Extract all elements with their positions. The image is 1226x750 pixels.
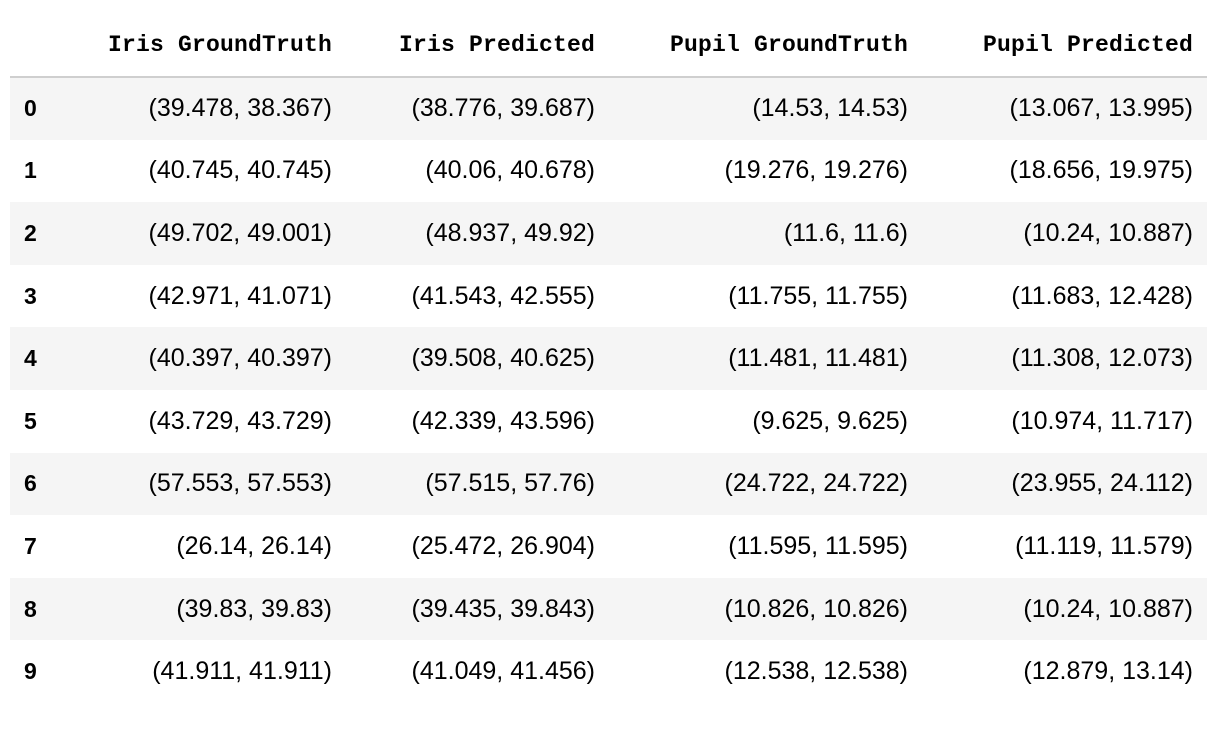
row-index: 8 — [24, 595, 37, 622]
row-index: 6 — [24, 470, 37, 497]
row-index: 2 — [24, 219, 37, 246]
header-row — [10, 14, 1207, 77]
cell-pupil-predicted: (13.067, 13.995) — [1009, 94, 1193, 123]
cell-pupil-predicted: (12.879, 13.14) — [1023, 657, 1193, 686]
row-index: 3 — [24, 282, 37, 309]
table-row — [10, 453, 1207, 516]
table-header — [10, 14, 1207, 77]
dataframe-output — [10, 14, 1207, 703]
table-row — [10, 578, 1207, 641]
cell-pupil-groundtruth: (9.625, 9.625) — [752, 406, 908, 435]
cell-pupil-groundtruth: (24.722, 24.722) — [724, 469, 908, 498]
cell-iris-predicted: (42.339, 43.596) — [411, 406, 595, 435]
cell-pupil-groundtruth: (10.826, 10.826) — [724, 594, 908, 623]
cell-iris-predicted: (40.06, 40.678) — [425, 156, 595, 185]
cell-iris-predicted: (38.776, 39.687) — [411, 94, 595, 123]
cell-iris-predicted: (41.543, 42.555) — [411, 281, 595, 310]
cell-pupil-predicted: (10.24, 10.887) — [1023, 594, 1193, 623]
row-index: 9 — [24, 658, 37, 685]
cell-iris-groundtruth: (42.971, 41.071) — [148, 281, 332, 310]
cell-pupil-predicted: (18.656, 19.975) — [1009, 156, 1193, 185]
cell-pupil-groundtruth: (11.6, 11.6) — [783, 218, 908, 247]
cell-pupil-groundtruth: (11.481, 11.481) — [728, 344, 908, 373]
cell-pupil-predicted: (11.683, 12.428) — [1011, 281, 1193, 310]
cell-pupil-groundtruth: (11.595, 11.595) — [728, 531, 908, 560]
index-header — [10, 14, 67, 77]
row-index: 1 — [24, 157, 37, 184]
cell-pupil-predicted: (10.24, 10.887) — [1023, 218, 1193, 247]
cell-pupil-predicted: (23.955, 24.112) — [1011, 469, 1193, 498]
cell-iris-groundtruth: (41.911, 41.911) — [152, 657, 332, 686]
cell-iris-predicted: (39.435, 39.843) — [411, 594, 595, 623]
cell-pupil-groundtruth: (19.276, 19.276) — [724, 156, 908, 185]
table-row — [10, 265, 1207, 328]
table-row — [10, 140, 1207, 203]
column-header-pupil-predicted: Pupil Predicted — [922, 14, 1207, 77]
cell-iris-groundtruth: (57.553, 57.553) — [148, 469, 332, 498]
row-index: 7 — [24, 532, 37, 559]
cell-iris-predicted: (48.937, 49.92) — [425, 218, 595, 247]
table-row — [10, 77, 1207, 140]
row-index: 5 — [24, 407, 37, 434]
table-body — [10, 77, 1207, 703]
cell-iris-groundtruth: (43.729, 43.729) — [148, 406, 332, 435]
row-index: 4 — [24, 345, 37, 372]
table-row — [10, 515, 1207, 578]
cell-iris-groundtruth: (39.83, 39.83) — [176, 594, 332, 623]
cell-pupil-groundtruth: (11.755, 11.755) — [728, 281, 908, 310]
cell-iris-groundtruth: (39.478, 38.367) — [148, 94, 332, 123]
cell-iris-groundtruth: (40.745, 40.745) — [148, 156, 332, 185]
table-row — [10, 202, 1207, 265]
cell-iris-predicted: (39.508, 40.625) — [411, 344, 595, 373]
cell-pupil-predicted: (11.308, 12.073) — [1011, 344, 1193, 373]
cell-pupil-groundtruth: (12.538, 12.538) — [724, 657, 908, 686]
cell-pupil-groundtruth: (14.53, 14.53) — [752, 94, 908, 123]
column-header-iris-predicted: Iris Predicted — [346, 14, 609, 77]
table-row — [10, 640, 1207, 703]
cell-iris-groundtruth: (40.397, 40.397) — [148, 344, 332, 373]
table-row — [10, 390, 1207, 453]
cell-iris-groundtruth: (26.14, 26.14) — [176, 531, 332, 560]
column-header-pupil-groundtruth: Pupil GroundTruth — [609, 14, 922, 77]
cell-pupil-predicted: (11.119, 11.579) — [1015, 531, 1193, 560]
cell-iris-predicted: (41.049, 41.456) — [411, 657, 595, 686]
cell-iris-predicted: (25.472, 26.904) — [411, 531, 595, 560]
dataframe-table — [10, 14, 1207, 703]
column-header-iris-groundtruth: Iris GroundTruth — [67, 14, 346, 77]
cell-iris-groundtruth: (49.702, 49.001) — [148, 218, 332, 247]
cell-iris-predicted: (57.515, 57.76) — [425, 469, 595, 498]
row-index: 0 — [24, 95, 37, 122]
table-row — [10, 327, 1207, 390]
cell-pupil-predicted: (10.974, 11.717) — [1011, 406, 1193, 435]
